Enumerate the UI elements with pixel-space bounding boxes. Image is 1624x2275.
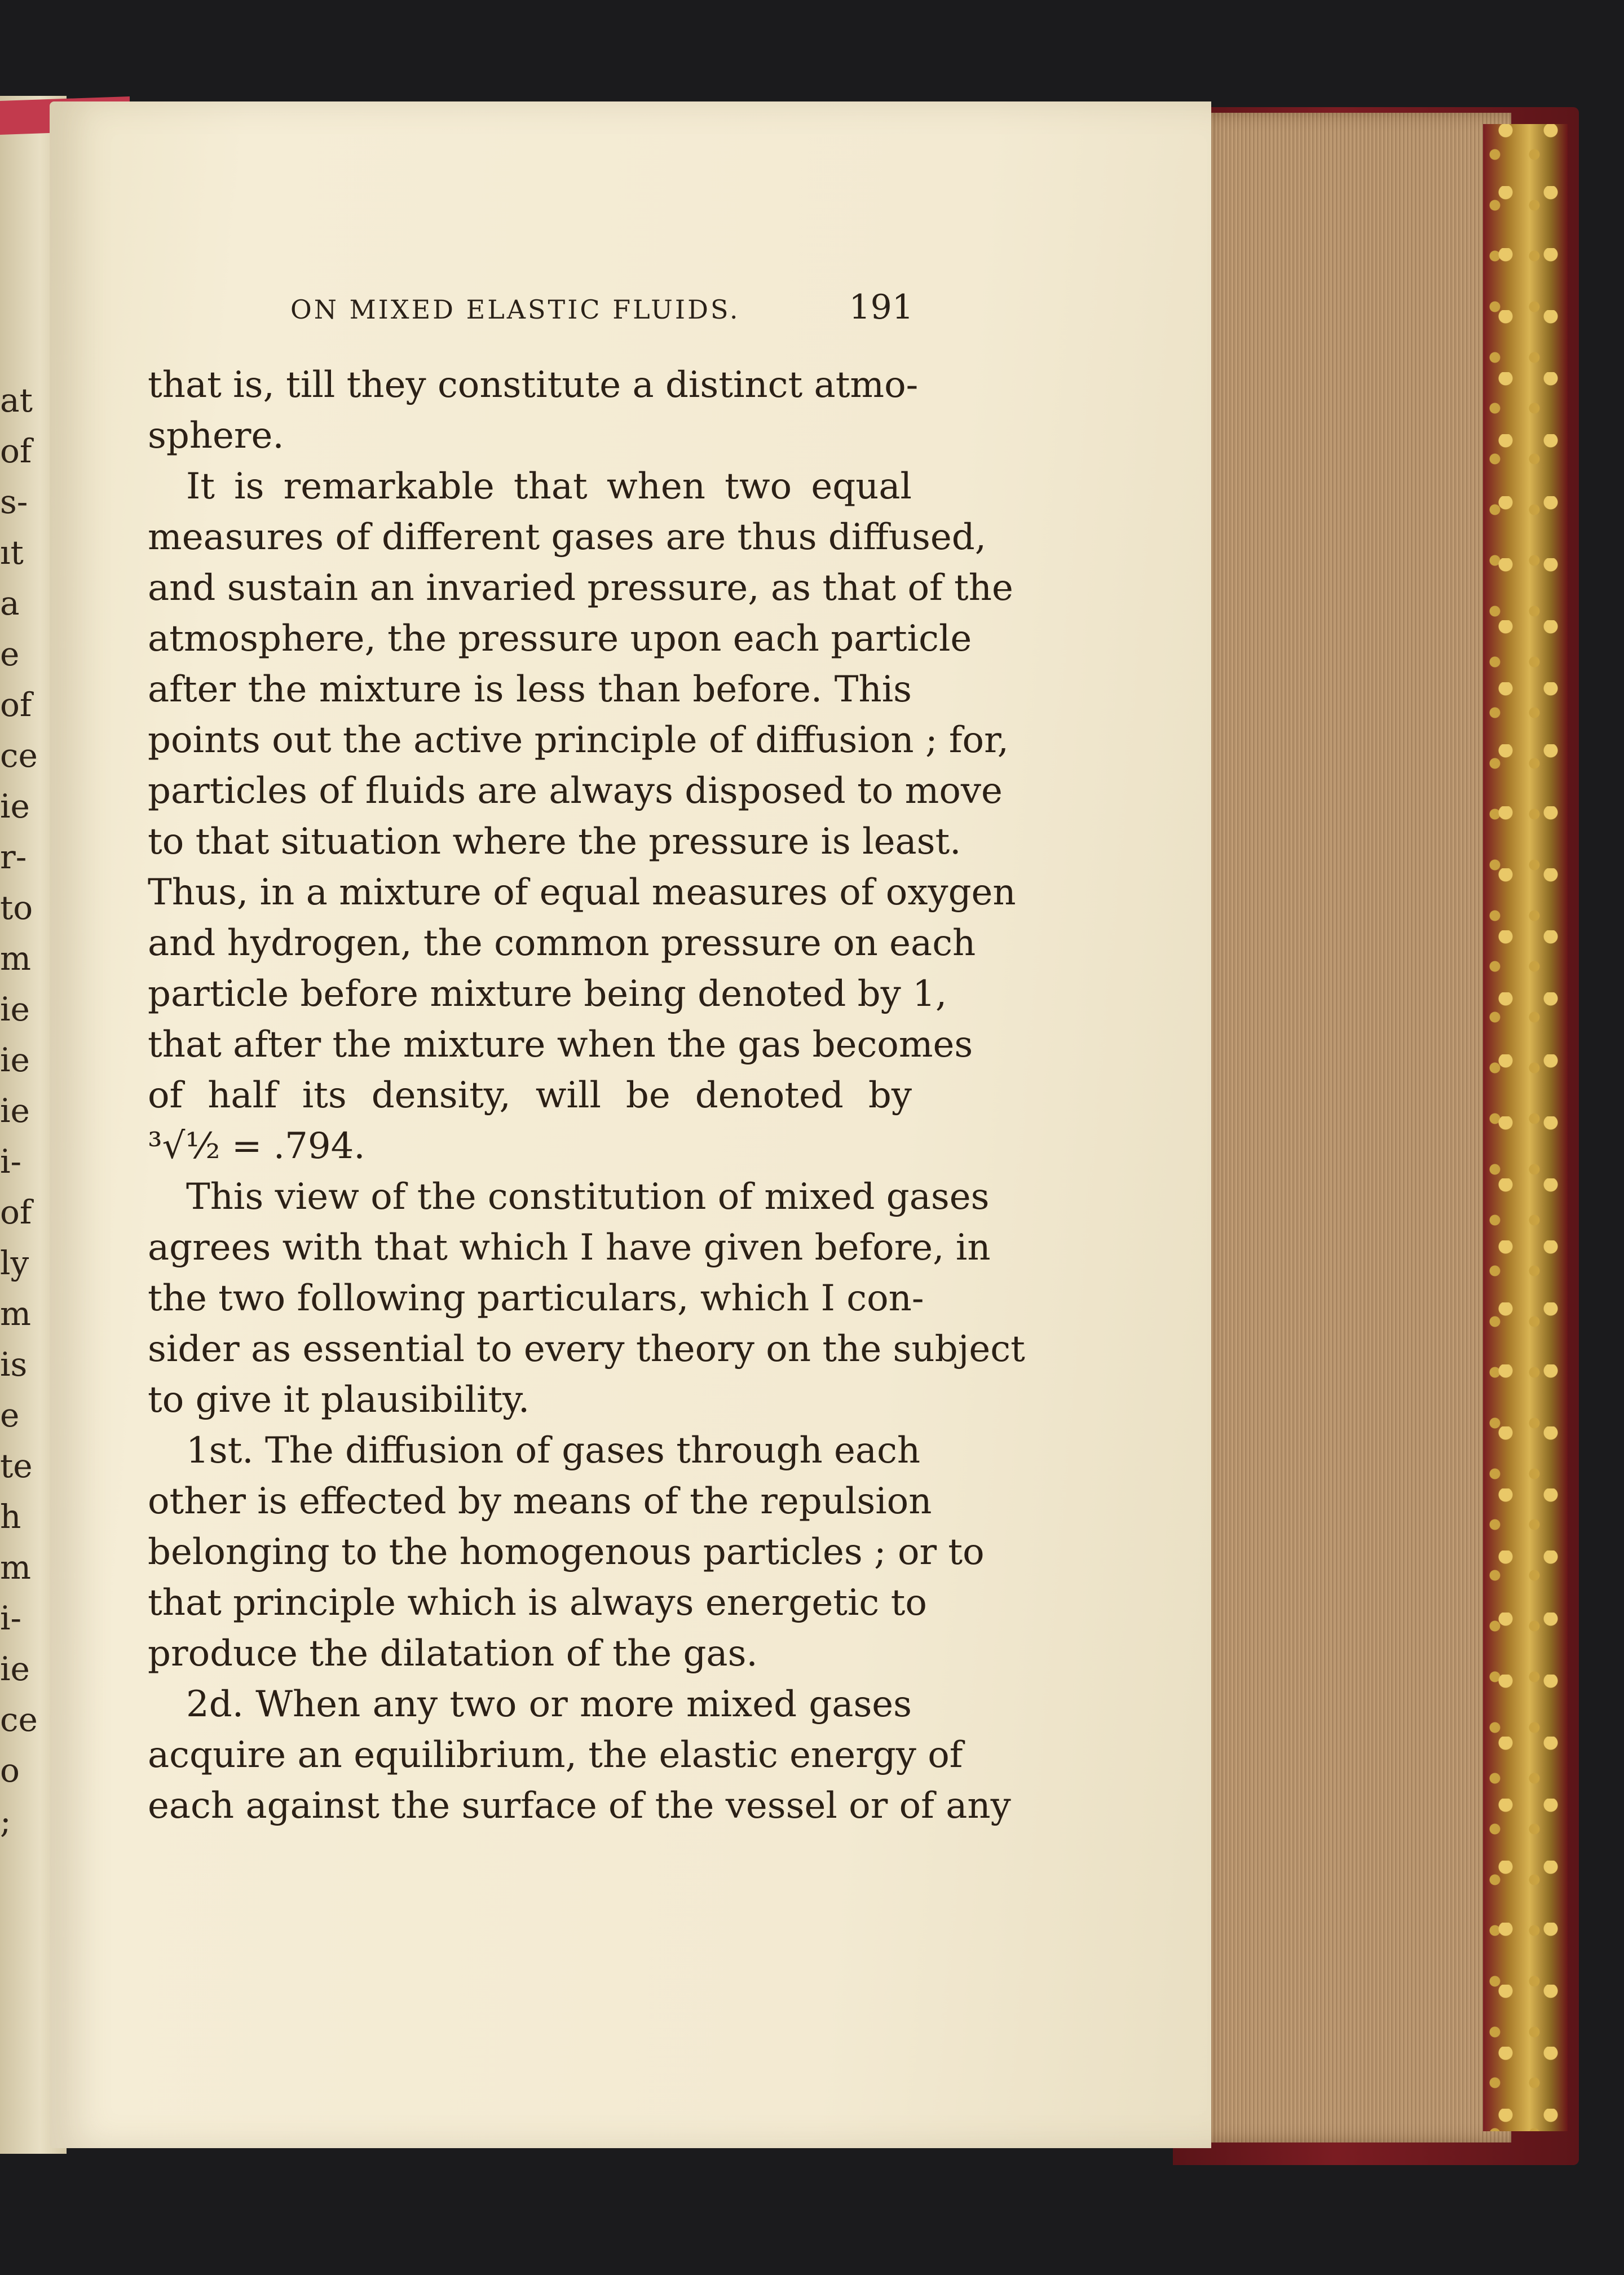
left-page-fragment: i- bbox=[0, 1142, 22, 1181]
paragraph bbox=[148, 1679, 1011, 1831]
text-line: and hydrogen, the common pressure on each bbox=[148, 922, 976, 964]
text-line: to give it plausibility. bbox=[148, 1379, 530, 1421]
text-line: 2d. When any two or more mixed gases bbox=[186, 1684, 912, 1725]
left-page-fragment: ie bbox=[0, 1650, 30, 1688]
text-line: agrees with that which I have given before, in bbox=[148, 1227, 991, 1269]
text-line: 1st. The diffusion of gases through each bbox=[186, 1430, 921, 1472]
gilt-fore-edge bbox=[1483, 124, 1568, 2131]
text-line: that is, till they constitute a distinct atmo- bbox=[148, 364, 919, 406]
text-line: particles of fluids are always disposed to move bbox=[148, 770, 1003, 812]
text-line: atmosphere, the pressure upon each particle bbox=[148, 618, 972, 660]
text-line: to that situation where the pressure is least. bbox=[148, 821, 961, 863]
text-line: belonging to the homogenous particles ; or to bbox=[148, 1531, 985, 1573]
paragraph bbox=[148, 360, 919, 461]
left-page-fragment: of bbox=[0, 1193, 32, 1231]
text-line: points out the active principle of diffusion ; for, bbox=[148, 719, 1009, 761]
text-line: that principle which is always energetic to bbox=[148, 1582, 927, 1624]
text-line: each against the surface of the vessel or of any bbox=[148, 1785, 1011, 1827]
text-line: after the mixture is less than before. This bbox=[148, 669, 912, 710]
paragraph bbox=[148, 1172, 1025, 1425]
text-line: and sustain an invaried pressure, as that of the bbox=[148, 567, 1013, 609]
page-number: 191 bbox=[849, 288, 914, 327]
left-page-fragment: m bbox=[0, 1548, 31, 1587]
text-line: Thus, in a mixture of equal measures of oxygen bbox=[148, 872, 1016, 913]
page-block-edge bbox=[1195, 113, 1511, 2143]
left-page-fragment: a bbox=[0, 584, 20, 622]
left-page-fragment: ; bbox=[0, 1802, 11, 1840]
left-page-text-fragments bbox=[0, 375, 38, 1846]
left-page-fragment: ie bbox=[0, 787, 30, 825]
text-line: sphere. bbox=[148, 415, 284, 457]
left-page-fragment: of bbox=[0, 432, 32, 470]
running-head bbox=[290, 288, 914, 327]
left-page-fragment: to bbox=[0, 889, 33, 927]
left-page-fragment: ie bbox=[0, 1041, 30, 1079]
text-line: other is effected by means of the repulsion bbox=[148, 1481, 932, 1522]
left-page-fragment: o bbox=[0, 1751, 20, 1790]
left-page-fragment: r- bbox=[0, 838, 27, 876]
text-line: measures of different gases are thus diffused, bbox=[148, 516, 987, 558]
left-page-fragment: s- bbox=[0, 483, 28, 521]
left-page-fragment: e bbox=[0, 1396, 20, 1434]
left-page-fragment: ie bbox=[0, 990, 30, 1028]
left-page-fragment: ıt bbox=[0, 533, 24, 572]
text-line: It is remarkable that when two equal bbox=[186, 466, 912, 507]
left-page-fragment: is bbox=[0, 1345, 28, 1384]
text-line: particle before mixture being denoted by 1, bbox=[148, 973, 947, 1015]
body-text bbox=[148, 360, 1025, 1831]
text-line: acquire an equilibrium, the elastic energy of bbox=[148, 1734, 963, 1776]
text-line: the two following particulars, which I con- bbox=[148, 1278, 924, 1319]
left-page-fragment: ly bbox=[0, 1244, 29, 1282]
text-line: produce the dilatation of the gas. bbox=[148, 1633, 758, 1675]
left-page-fragment: ie bbox=[0, 1092, 30, 1130]
left-page-fragment: i- bbox=[0, 1599, 22, 1637]
left-page-fragment: m bbox=[0, 939, 31, 978]
paragraph bbox=[148, 461, 1016, 1172]
text-line: of half its density, will be denoted by bbox=[148, 1075, 912, 1116]
text-line: that after the mixture when the gas becomes bbox=[148, 1024, 973, 1066]
text-line: This view of the constitution of mixed gases bbox=[186, 1176, 990, 1218]
left-page-fragment: e bbox=[0, 635, 20, 673]
paragraph bbox=[148, 1425, 985, 1679]
text-line: ³√½ = .794. bbox=[148, 1125, 365, 1167]
left-page-fragment: at bbox=[0, 381, 33, 419]
left-page-fragment: of bbox=[0, 686, 32, 724]
text-line: sider as essential to every theory on the subject bbox=[148, 1328, 1025, 1370]
left-page-fragment: m bbox=[0, 1295, 31, 1333]
left-page-fragment: ce bbox=[0, 736, 38, 775]
left-page-fragment: h bbox=[0, 1497, 21, 1536]
left-page-fragment: ce bbox=[0, 1700, 38, 1739]
left-page-fragment: te bbox=[0, 1447, 33, 1485]
running-title: ON MIXED ELASTIC FLUIDS. bbox=[290, 294, 740, 325]
